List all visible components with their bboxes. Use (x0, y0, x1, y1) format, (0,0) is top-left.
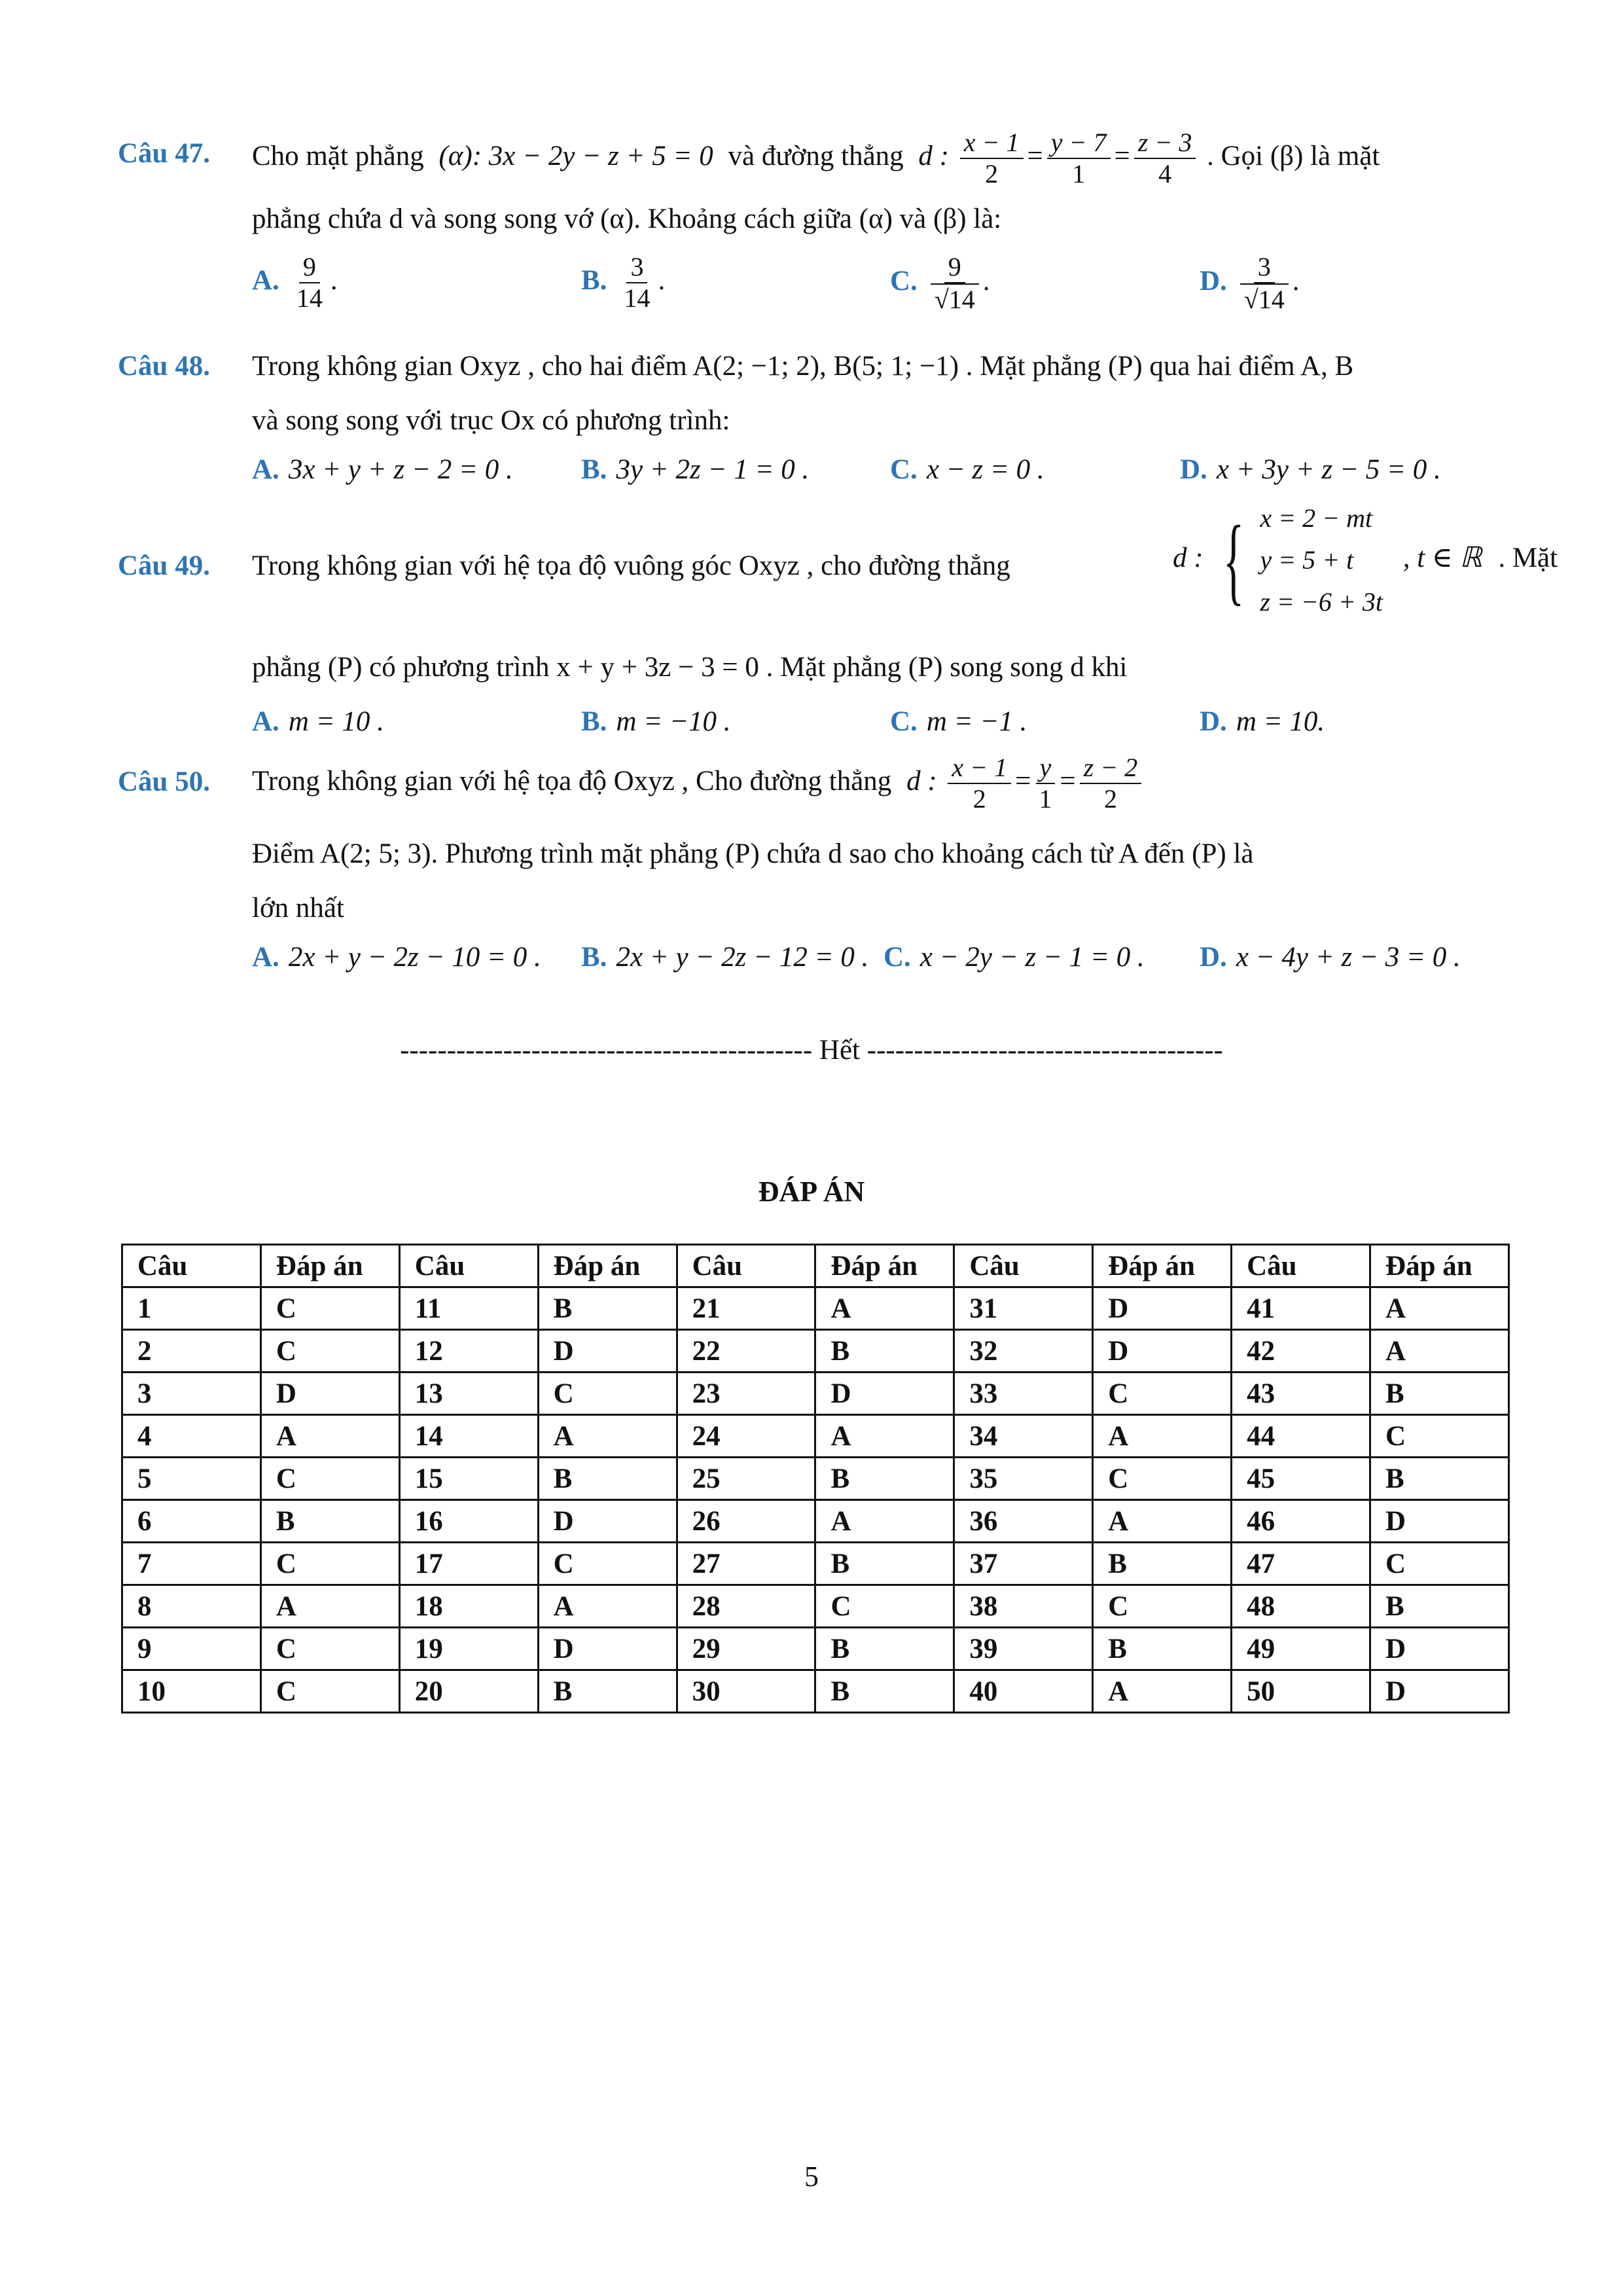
question-text-line: Trong không gian với hệ tọa độ Oxyz , Cho đường thẳng d : $\frac{x - 1}{2}$ = $\frac{y}{1}$ = $\frac{z - 2}{2}$ (252, 753, 1145, 814)
answer-cell: C (538, 1372, 677, 1415)
question-number-cell: 6 (122, 1500, 261, 1543)
question-number-cell: 37 (954, 1543, 1093, 1585)
answer-cell: B (815, 1543, 954, 1585)
question-number-cell: 50 (1232, 1670, 1370, 1713)
question-text-line: lớn nhất (252, 893, 344, 924)
table-header-cell: Câu (399, 1245, 538, 1287)
answer-cell: C (815, 1585, 954, 1628)
question-number-cell: 3 (122, 1372, 261, 1415)
question-number-cell: 35 (954, 1458, 1093, 1500)
table-row (122, 1330, 1509, 1372)
option-b: B. $\frac{3}{14}$ . (581, 252, 666, 313)
answer-cell: A (1093, 1500, 1232, 1543)
answer-cell: A (815, 1500, 954, 1543)
question-number-cell: 4 (122, 1415, 261, 1458)
table-row (122, 1628, 1509, 1670)
answer-cell: C (1093, 1585, 1232, 1628)
option-a: A. m = 10 . (252, 706, 384, 737)
question-text-line: Trong không gian Oxyz , cho hai điểm A(2; −1; 2), B(5; 1; −1) . Mặt phẳng (P) qua hai điểm A, B (252, 351, 1354, 382)
question-number-cell: 13 (399, 1372, 538, 1415)
answer-cell: A (1370, 1330, 1509, 1372)
answer-cell: D (538, 1628, 677, 1670)
option-c: C. $\frac{9}{√14}$ . (890, 252, 990, 314)
table-header-cell: Câu (954, 1245, 1093, 1287)
answer-cell: C (1093, 1458, 1232, 1500)
answer-cell: B (538, 1287, 677, 1330)
question-number-cell: 20 (399, 1670, 538, 1713)
question-number-cell: 31 (954, 1287, 1093, 1330)
answer-cell: C (538, 1543, 677, 1585)
table-row (122, 1500, 1509, 1543)
table-header-cell: Đáp án (260, 1245, 399, 1287)
option-d: D. $\frac{3}{√14}$ . (1200, 252, 1300, 314)
answer-cell: D (1370, 1500, 1509, 1543)
answer-cell: B (1093, 1543, 1232, 1585)
question-label: Câu 50. (118, 766, 210, 797)
answer-cell: A (538, 1415, 677, 1458)
question-number-cell: 15 (399, 1458, 538, 1500)
option-c: C. x − z = 0 . (890, 454, 1044, 485)
fraction: $\frac{z - 3}{4}$ (1134, 128, 1196, 189)
answers-title: ĐÁP ÁN (758, 1175, 865, 1208)
table-row (122, 1670, 1509, 1713)
answer-cell: B (260, 1500, 399, 1543)
answer-cell: B (1370, 1372, 1509, 1415)
answer-table-header (122, 1245, 1509, 1287)
table-header-cell: Câu (1232, 1245, 1370, 1287)
answer-cell: D (1093, 1287, 1232, 1330)
answer-table-body (122, 1287, 1509, 1713)
option-a: A. 2x + y − 2z − 10 = 0 . (252, 942, 541, 973)
question-number-cell: 32 (954, 1330, 1093, 1372)
question-label: Câu 48. (118, 351, 210, 382)
answer-cell: D (1093, 1330, 1232, 1372)
answer-cell: C (260, 1287, 399, 1330)
question-label: Câu 47. (118, 138, 210, 169)
parametric-line: d : { x = 2 − mt y = 5 + t z = −6 + 3t , t ∈ ℝ . Mặt (1173, 497, 1558, 623)
option-a: A. 3x + y + z − 2 = 0 . (252, 454, 513, 485)
question-label: Câu 49. (118, 550, 210, 581)
answer-cell: B (815, 1458, 954, 1500)
page-number: 5 (804, 2161, 819, 2193)
answer-cell: B (538, 1458, 677, 1500)
end-marker: -------------------------------------------- Hết -------------------------------------- (400, 1035, 1223, 1066)
question-number-cell: 14 (399, 1415, 538, 1458)
table-row (122, 1372, 1509, 1415)
answer-cell: D (815, 1372, 954, 1415)
answer-table (121, 1244, 1510, 1713)
answer-cell: B (1370, 1458, 1509, 1500)
question-text-line: phẳng (P) có phương trình x + y + 3z − 3 = 0 . Mặt phẳng (P) song song d khi (252, 652, 1128, 683)
question-text-line: Trong không gian với hệ tọa độ vuông góc Oxyz , cho đường thẳng (252, 550, 1010, 581)
answer-cell: C (1370, 1543, 1509, 1585)
answer-cell: C (1093, 1372, 1232, 1415)
option-a: A. $\frac{9}{14}$ . (252, 252, 338, 313)
answer-cell: A (1370, 1287, 1509, 1330)
option-c: C. x − 2y − z − 1 = 0 . (883, 942, 1145, 973)
table-header-cell: Đáp án (1093, 1245, 1232, 1287)
question-number-cell: 48 (1232, 1585, 1370, 1628)
question-number-cell: 44 (1232, 1415, 1370, 1458)
brace-icon: { (1223, 506, 1245, 615)
answer-cell: C (260, 1543, 399, 1585)
question-number-cell: 23 (677, 1372, 815, 1415)
answer-cell: A (1093, 1415, 1232, 1458)
question-number-cell: 7 (122, 1543, 261, 1585)
question-number-cell: 34 (954, 1415, 1093, 1458)
table-row (122, 1585, 1509, 1628)
question-number-cell: 27 (677, 1543, 815, 1585)
question-number-cell: 33 (954, 1372, 1093, 1415)
table-header-cell: Đáp án (1370, 1245, 1509, 1287)
option-b: B. 3y + 2z − 1 = 0 . (581, 454, 810, 485)
question-number-cell: 42 (1232, 1330, 1370, 1372)
option-d: D. m = 10. (1200, 706, 1325, 737)
answer-cell: C (260, 1628, 399, 1670)
answer-cell: B (1093, 1628, 1232, 1670)
equation-system: { x = 2 − mt y = 5 + t z = −6 + 3t (1223, 503, 1383, 617)
question-number-cell: 25 (677, 1458, 815, 1500)
option-d: D. x + 3y + z − 5 = 0 . (1180, 454, 1441, 485)
question-number-cell: 9 (122, 1628, 261, 1670)
fraction: $\frac{z - 2}{2}$ (1080, 753, 1142, 814)
question-number-cell: 26 (677, 1500, 815, 1543)
question-number-cell: 47 (1232, 1543, 1370, 1585)
table-row (122, 1543, 1509, 1585)
question-number-cell: 5 (122, 1458, 261, 1500)
answer-cell: D (1370, 1670, 1509, 1713)
question-number-cell: 46 (1232, 1500, 1370, 1543)
answer-cell: A (1093, 1670, 1232, 1713)
question-number-cell: 22 (677, 1330, 815, 1372)
table-header-cell: Câu (677, 1245, 815, 1287)
answer-cell: C (260, 1330, 399, 1372)
question-number-cell: 16 (399, 1500, 538, 1543)
question-number-cell: 30 (677, 1670, 815, 1713)
answer-cell: D (260, 1372, 399, 1415)
question-number-cell: 39 (954, 1628, 1093, 1670)
table-row (122, 1287, 1509, 1330)
question-text-line: phẳng chứa d và song song vớ (α). Khoảng cách giữa (α) và (β) là: (252, 204, 1002, 234)
question-number-cell: 41 (1232, 1287, 1370, 1330)
answer-cell: D (1370, 1628, 1509, 1670)
question-text-line: Điểm A(2; 5; 3). Phương trình mặt phẳng (P) chứa d sao cho khoảng cách từ A đến (P) là (252, 838, 1254, 869)
question-number-cell: 43 (1232, 1372, 1370, 1415)
table-row (122, 1415, 1509, 1458)
option-b: B. 2x + y − 2z − 12 = 0 . (581, 942, 869, 973)
answer-cell: B (538, 1670, 677, 1713)
question-number-cell: 45 (1232, 1458, 1370, 1500)
fraction: $\frac{x - 1}{2}$ (948, 753, 1011, 814)
question-number-cell: 49 (1232, 1628, 1370, 1670)
question-number-cell: 19 (399, 1628, 538, 1670)
answer-cell: A (815, 1287, 954, 1330)
answer-cell: B (815, 1628, 954, 1670)
option-d: D. x − 4y + z − 3 = 0 . (1200, 942, 1461, 973)
answer-cell: A (815, 1415, 954, 1458)
answer-cell: C (260, 1458, 399, 1500)
answer-cell: C (260, 1670, 399, 1713)
answer-cell: B (1370, 1585, 1509, 1628)
question-number-cell: 36 (954, 1500, 1093, 1543)
answer-cell: A (260, 1415, 399, 1458)
question-number-cell: 17 (399, 1543, 538, 1585)
fraction: $\frac{x - 1}{2}$ (960, 128, 1024, 189)
question-number-cell: 38 (954, 1585, 1093, 1628)
option-c: C. m = −1 . (890, 706, 1027, 737)
question-number-cell: 21 (677, 1287, 815, 1330)
question-number-cell: 40 (954, 1670, 1093, 1713)
answer-cell: D (538, 1330, 677, 1372)
fraction: $\frac{y}{1}$ (1035, 753, 1056, 814)
question-number-cell: 24 (677, 1415, 815, 1458)
answer-cell: C (1370, 1415, 1509, 1458)
question-text-line: Cho mặt phẳng (α): 3x − 2y − z + 5 = 0 và đường thẳng d : $\frac{x - 1}{2}$ = $\frac{y - 7}{1}$ = $\frac{z - 3}{4}$ . Gọi (β) là mặt (252, 128, 1380, 188)
question-number-cell: 29 (677, 1628, 815, 1670)
table-row (122, 1458, 1509, 1500)
question-number-cell: 1 (122, 1287, 261, 1330)
table-header-cell: Đáp án (815, 1245, 954, 1287)
question-number-cell: 2 (122, 1330, 261, 1372)
answer-cell: B (815, 1330, 954, 1372)
question-number-cell: 10 (122, 1670, 261, 1713)
question-text-line: và song song với trục Ox có phương trình: (252, 405, 730, 436)
table-header-cell: Câu (122, 1245, 261, 1287)
question-number-cell: 18 (399, 1585, 538, 1628)
table-header-cell: Đáp án (538, 1245, 677, 1287)
question-number-cell: 11 (399, 1287, 538, 1330)
answer-cell: A (260, 1585, 399, 1628)
answer-cell: B (815, 1670, 954, 1713)
fraction: $\frac{y - 7}{1}$ (1047, 128, 1111, 189)
answer-cell: D (538, 1500, 677, 1543)
answer-cell: A (538, 1585, 677, 1628)
question-number-cell: 12 (399, 1330, 538, 1372)
question-number-cell: 28 (677, 1585, 815, 1628)
question-number-cell: 8 (122, 1585, 261, 1628)
option-b: B. m = −10 . (581, 706, 731, 737)
